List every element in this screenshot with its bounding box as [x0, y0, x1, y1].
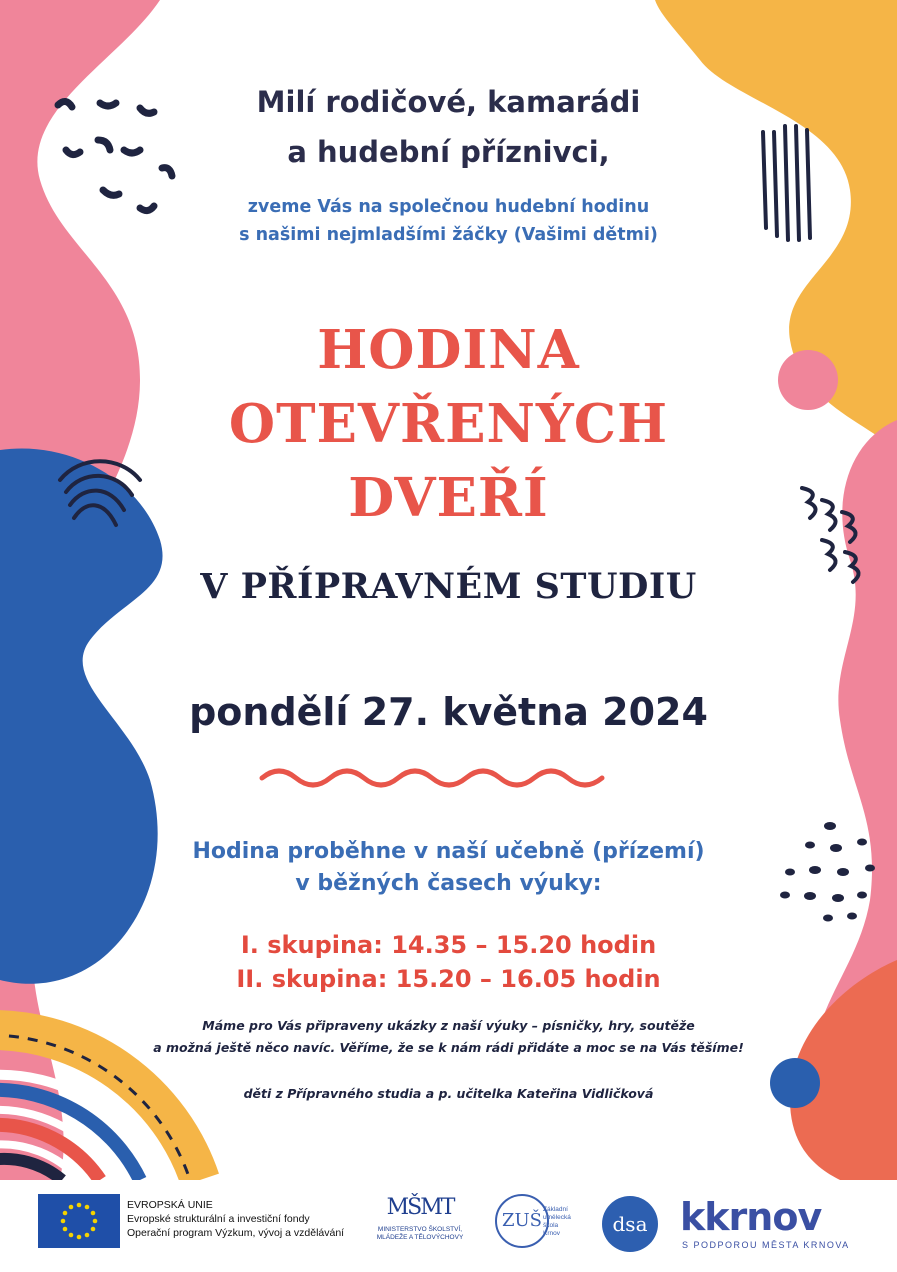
- title-line-1: HODINA: [317, 319, 580, 381]
- msmt-line-2: MLÁDEŽE A TĚLOVÝCHOVY: [376, 1234, 464, 1241]
- greeting-line-1: Milí rodičové, kamarádi: [256, 85, 641, 119]
- eu-text: [127, 1198, 344, 1240]
- invitation-line-2: s našimi nejmladšími žáčky (Vašimi dětmi): [239, 225, 658, 245]
- msmt-logo: [370, 1194, 470, 1256]
- krnov-tagline: S PODPOROU MĚSTA KRNOVA: [682, 1240, 850, 1250]
- krnov-logo: kkrnov: [680, 1195, 822, 1239]
- signature: děti z Přípravného studia a p. učitelka Kateřina Vidličková: [243, 1086, 654, 1101]
- dsa-logo: dsa: [602, 1196, 658, 1252]
- group-2-time: II. skupina: 15.20 – 16.05 hodin: [236, 965, 661, 993]
- note-line-2: a možná ještě něco navíc. Věříme, že se k nám rádi přidáte a moc se na Vás těšíme!: [153, 1040, 744, 1055]
- zus-line-3: škola: [543, 1222, 559, 1229]
- msmt-logo-mark: MŠMT: [386, 1195, 454, 1220]
- sponsor-footer: [0, 1180, 897, 1272]
- greeting-line-2: a hudební příznivci,: [287, 135, 610, 169]
- zus-line-1: Základní: [543, 1206, 568, 1213]
- eu-line-1: EVROPSKÁ UNIE: [127, 1199, 213, 1211]
- msmt-line-1: MINISTERSTVO ŠKOLSTVÍ,: [377, 1226, 463, 1233]
- eu-line-2: Evropské strukturální a investiční fondy: [127, 1213, 310, 1225]
- invitation-line-1: zveme Vás na společnou hudební hodinu: [247, 197, 650, 217]
- zus-text: [543, 1206, 571, 1238]
- note-line-1: Máme pro Vás připraveny ukázky z naší výuky – písničky, hry, soutěže: [202, 1018, 695, 1033]
- zus-logo: [495, 1194, 595, 1254]
- title-line-2: OTEVŘENÝCH: [228, 393, 669, 455]
- title-line-3: DVEŘÍ: [348, 467, 549, 529]
- event-date: pondělí 27. května 2024: [189, 690, 708, 734]
- subtitle: V PŘÍPRAVNÉM STUDIU: [200, 566, 697, 607]
- eu-flag-icon: [38, 1194, 120, 1248]
- zus-logo-mark: ZUŠ: [495, 1194, 549, 1248]
- group-1-time: I. skupina: 14.35 – 15.20 hodin: [240, 931, 657, 959]
- zus-line-2: umělecká: [543, 1214, 571, 1221]
- eu-line-3: Operační program Výzkum, vývoj a vzdělávání: [127, 1227, 345, 1239]
- zus-line-4: Krnov: [543, 1230, 560, 1237]
- venue-line-1: Hodina proběhne v naší učebně (přízemí): [192, 839, 705, 864]
- venue-line-2: v běžných časech výuky:: [295, 871, 602, 896]
